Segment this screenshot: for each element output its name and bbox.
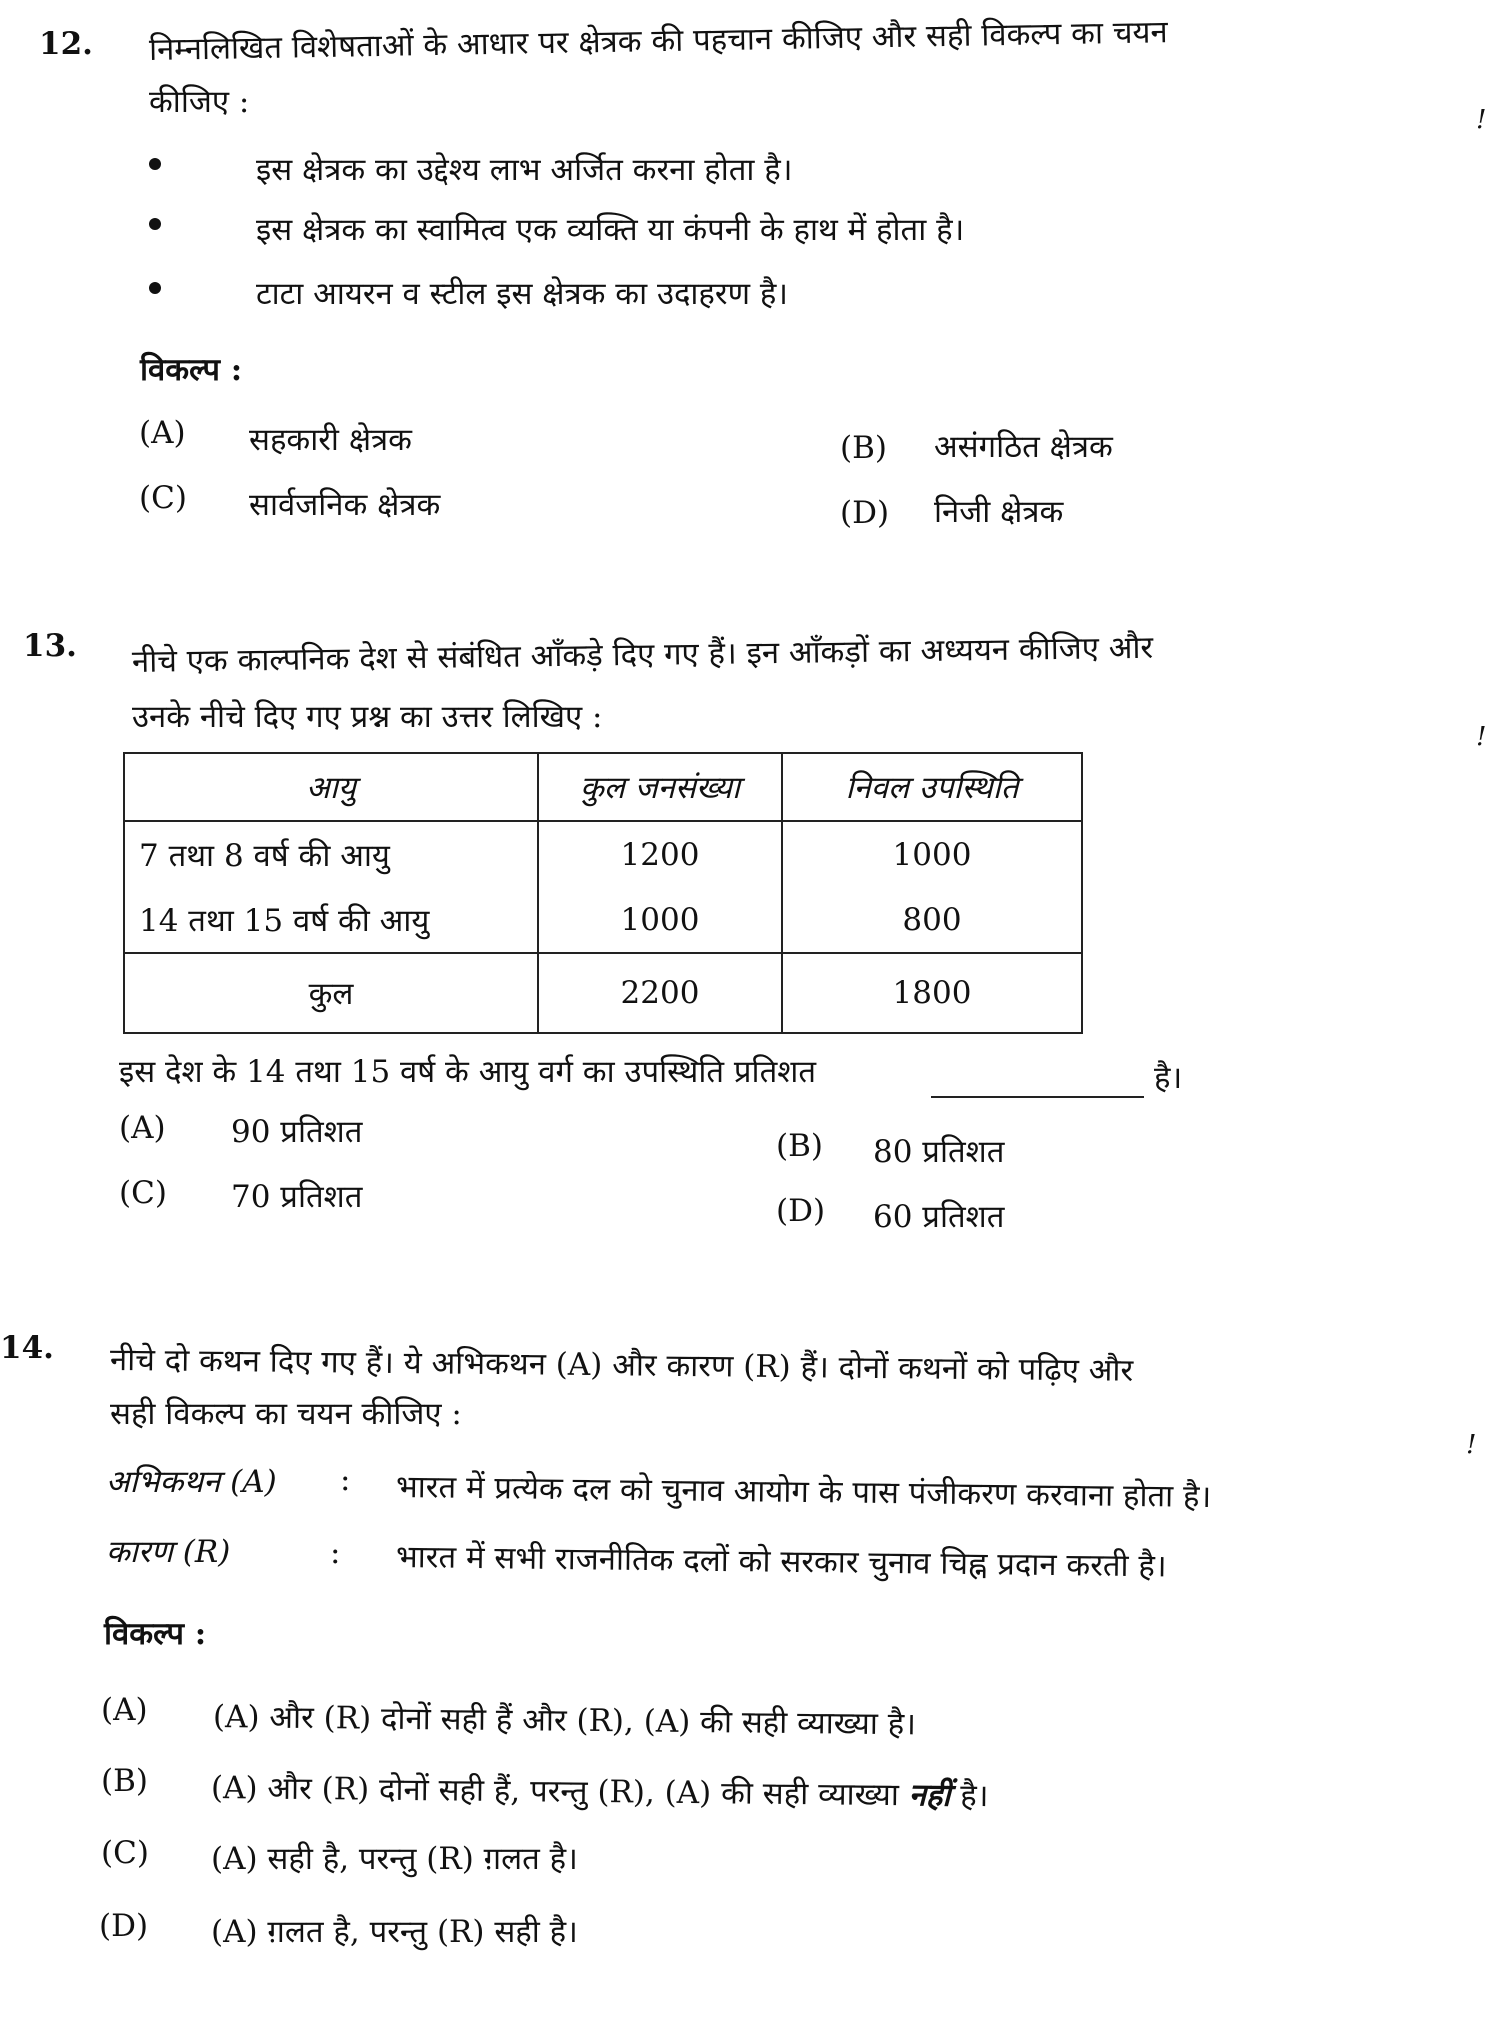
q12-bullet-3: टाटा आयरन व स्टील इस क्षेत्रक का उदाहरण है।: [256, 276, 789, 312]
q14-option-d-label: (D): [99, 1908, 149, 1944]
assertion-text: भारत में प्रत्येक दल को चुनाव आयोग के पास पंजीकरण करवाना होता है।: [395, 1469, 1212, 1515]
table-header: आयु: [124, 753, 538, 821]
table-header: निवल उपस्थिति: [782, 753, 1082, 821]
table-row: [124, 821, 1082, 887]
q13-option-a-label: (A): [119, 1110, 166, 1146]
q12-option-c: सार्वजनिक क्षेत्रक: [249, 487, 441, 523]
table-row: [124, 887, 1082, 953]
q14-option-c: (A) सही है, परन्तु (R) ग़लत है।: [211, 1841, 578, 1877]
bullet-icon: [149, 218, 161, 230]
question-12-number: 12.: [39, 26, 93, 62]
assertion-label: अभिकथन (A): [106, 1464, 277, 1500]
bullet-icon: [149, 158, 161, 170]
q12-option-d-label: (D): [840, 495, 890, 531]
table-header-row: [124, 753, 1082, 821]
margin-mark: !: [1476, 105, 1487, 135]
q14-option-d: (A) ग़लत है, परन्तु (R) सही है।: [211, 1914, 578, 1950]
q12-bullet-2: इस क्षेत्रक का स्वामित्व एक व्यक्ति या कंपनी के हाथ में होता है।: [256, 212, 965, 248]
table-header: कुल जनसंख्या: [538, 753, 782, 821]
q13-option-c: 70 प्रतिशत: [231, 1179, 363, 1215]
margin-mark: !: [1476, 722, 1487, 752]
question-12-text: निम्नलिखित विशेषताओं के आधार पर क्षेत्रक की पहचान कीजिए और सही विकल्प का चयन: [148, 14, 1168, 68]
question-12-text-cont: कीजिए :: [149, 84, 250, 120]
table-total-row: [124, 953, 1082, 1033]
q13-sentence: इस देश के 14 तथा 15 वर्ष के आयु वर्ग का उपस्थिति प्रतिशत: [119, 1054, 816, 1090]
q14-option-b-text: (A) और (R) दोनों सही हैं, परन्तु (R), (A) की सही व्याख्या: [210, 1770, 900, 1814]
q14-option-a-label: (A): [101, 1692, 148, 1728]
question-13-number: 13.: [23, 628, 77, 664]
reason-label: कारण (R): [106, 1534, 231, 1570]
table-cell: 1800: [782, 953, 1082, 1033]
question-14-text: नीचे दो कथन दिए गए हैं। ये अभिकथन (A) और कारण (R) हैं। दोनों कथनों को पढ़िए और: [109, 1342, 1134, 1389]
table-cell: 14 तथा 15 वर्ष की आयु: [124, 887, 538, 953]
question-14-number: 14.: [0, 1330, 54, 1366]
q14-option-b-label: (B): [101, 1763, 148, 1799]
colon: :: [340, 1462, 351, 1498]
q13-option-a: 90 प्रतिशत: [231, 1114, 363, 1150]
reason-text: भारत में सभी राजनीतिक दलों को सरकार चुनाव चिह्न प्रदान करती है।: [395, 1539, 1167, 1585]
table-cell: 1000: [782, 821, 1082, 887]
bullet-icon: [149, 282, 161, 294]
q12-option-d: निजी क्षेत्रक: [934, 494, 1064, 530]
q12-option-a-label: (A): [139, 415, 186, 451]
q13-option-c-label: (C): [119, 1175, 167, 1211]
q14-option-b-tail: है।: [960, 1777, 989, 1815]
answer-blank: [931, 1096, 1144, 1098]
q13-option-d-label: (D): [776, 1193, 826, 1229]
q14-option-c-label: (C): [101, 1835, 149, 1871]
question-13-text-cont: उनके नीचे दिए गए प्रश्न का उत्तर लिखिए :: [132, 699, 603, 735]
q12-bullet-1: इस क्षेत्रक का उद्देश्य लाभ अर्जित करना होता है।: [256, 152, 793, 188]
question-14-text-cont: सही विकल्प का चयन कीजिए :: [110, 1396, 462, 1432]
table-cell: 1200: [538, 821, 782, 887]
margin-mark: !: [1466, 1430, 1477, 1460]
q13-option-b-label: (B): [776, 1128, 823, 1164]
table-cell: 1000: [538, 887, 782, 953]
colon: :: [330, 1535, 341, 1571]
q14-option-a: (A) और (R) दोनों सही हैं और (R), (A) की सही व्याख्या है।: [212, 1699, 917, 1743]
q13-option-d: 60 प्रतिशत: [873, 1199, 1005, 1235]
q12-option-b-label: (B): [840, 430, 887, 466]
table-cell: 7 तथा 8 वर्ष की आयु: [124, 821, 538, 887]
table-cell: कुल: [124, 953, 538, 1033]
q13-sentence-end: है।: [1154, 1060, 1183, 1096]
emphasis-not: नहीं: [908, 1777, 951, 1814]
q12-option-c-label: (C): [139, 480, 187, 516]
q12-option-b: असंगठित क्षेत्रक: [934, 429, 1113, 465]
table-cell: 2200: [538, 953, 782, 1033]
q12-option-a: सहकारी क्षेत्रक: [249, 422, 412, 458]
attendance-table: [123, 752, 1083, 1034]
question-13-text: नीचे एक काल्पनिक देश से संबंधित आँकड़े दिए गए हैं। इन आँकड़ों का अध्ययन कीजिए और: [131, 629, 1154, 680]
q14-option-b: [211, 1766, 989, 1816]
table-cell: 800: [782, 887, 1082, 953]
q14-options-heading: विकल्प :: [104, 1616, 207, 1652]
q13-option-b: 80 प्रतिशत: [873, 1134, 1005, 1170]
q12-options-heading: विकल्प :: [140, 352, 243, 388]
